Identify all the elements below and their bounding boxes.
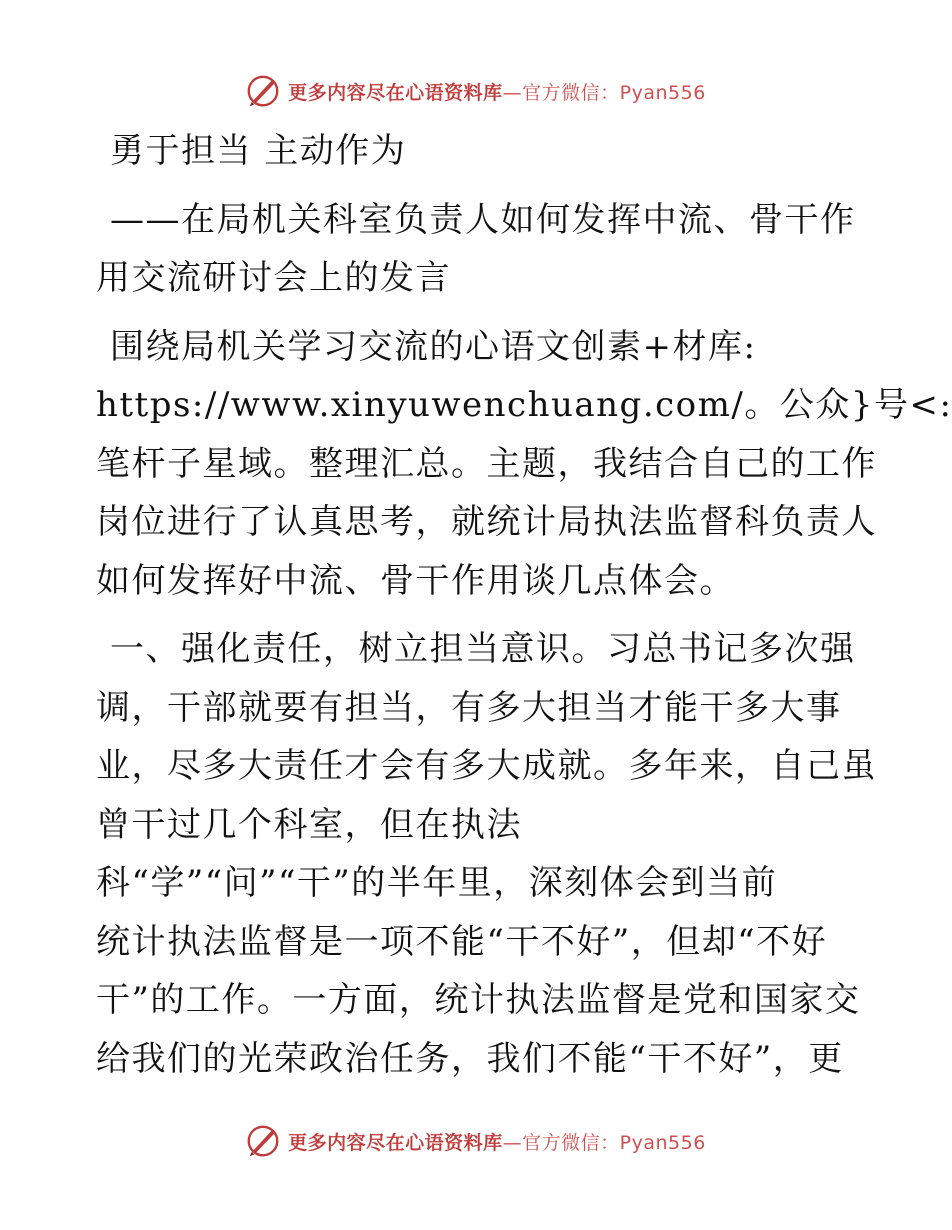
subtitle-line: ——在局机关科室负责人如何发挥中流、骨干作: [110, 199, 856, 240]
quill-logo-icon: [244, 1122, 282, 1160]
section-line: 业，尽多大责任才会有多大成就。多年来，自己虽: [96, 746, 877, 786]
header-banner: [0, 66, 950, 116]
intro-line: 岗位进行了认真思考，就统计局执法监督科负责人: [96, 502, 877, 542]
document-body: [96, 122, 952, 1088]
footer-banner: [0, 1116, 950, 1166]
subtitle-line: 用交流研讨会上的发言: [96, 258, 451, 298]
header-banner-main: 更多内容尽在心语资料库: [288, 81, 503, 104]
section-line: 给我们的光荣政治任务，我们不能“干不好”，更: [96, 1038, 844, 1079]
section-line: 一、强化责任，树立担当意识。习总书记多次强: [110, 629, 856, 669]
quill-logo-icon: [244, 72, 282, 110]
intro-line: 如何发挥好中流、骨干作用谈几点体会。: [96, 560, 735, 601]
section-line: 干”的工作。一方面，统计执法监督是党和国家交: [96, 980, 861, 1020]
intro-line: 笔杆子星域。整理汇总。主题，我结合自己的工作: [96, 443, 877, 484]
intro-line: https://www.xinyuwenchuang.com/。公众}号<:: [96, 385, 952, 425]
footer-banner-main: 更多内容尽在心语资料库: [288, 1131, 503, 1154]
intro-line: 围绕局机关学习交流的心语文创素+材库:: [110, 326, 757, 367]
section-line: 曾干过几个科室，但在执法: [96, 804, 522, 845]
document-title: 勇于担当 主动作为: [110, 131, 407, 171]
footer-banner-text: [288, 1128, 706, 1155]
header-banner-text: [288, 78, 706, 105]
section-line: 统计执法监督是一项不能“干不好”，但却“不好: [96, 921, 828, 962]
section-line: 科“学”“问”“干”的半年里，深刻体会到当前: [96, 863, 778, 903]
footer-banner-suffix: —官方微信：Pyan556: [502, 1131, 706, 1154]
header-banner-suffix: —官方微信：Pyan556: [502, 81, 706, 104]
section-line: 调，干部就要有担当，有多大担当才能干多大事: [96, 687, 842, 728]
